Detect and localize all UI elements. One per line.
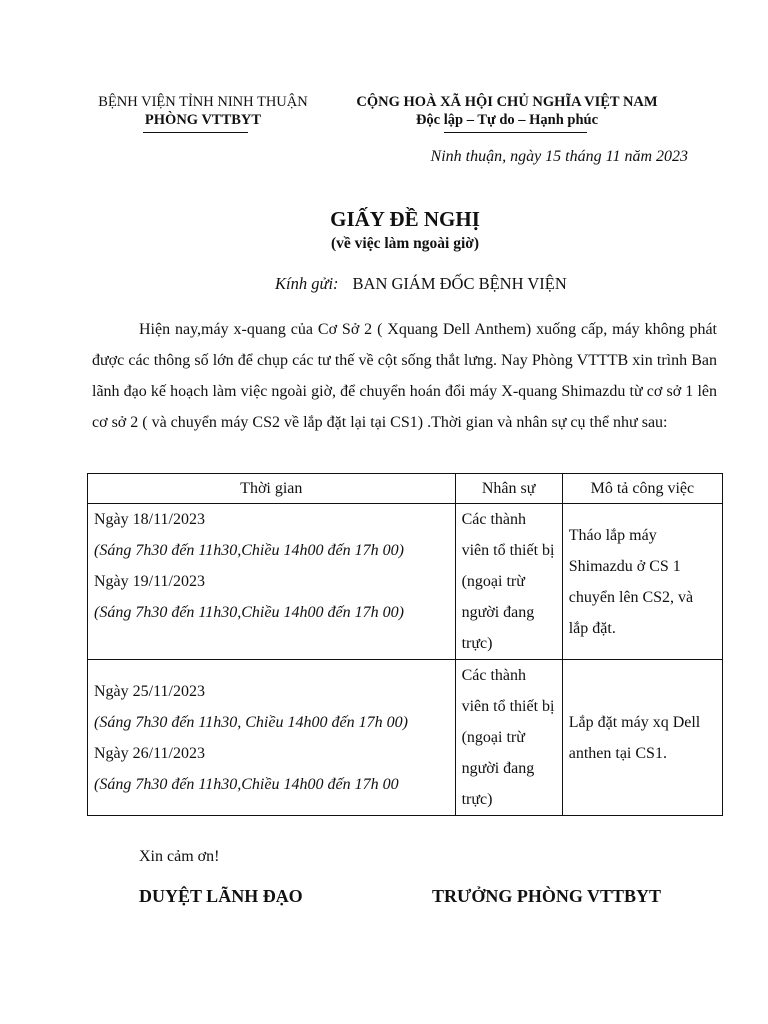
closing-text: Xin cảm ơn! [139,848,220,865]
table-header-row [88,474,723,504]
document-subtitle: (về việc làm ngoài giờ) [330,235,480,252]
signature-department-head: TRƯỞNG PHÒNG VTTBYT [432,886,662,906]
document-date: Ninh thuận, ngày 15 tháng 11 năm 2023 [430,148,688,165]
schedule-table [87,473,723,816]
time-range: (Sáng 7h30 đến 11h30,Chiều 14h00 đến 17h 00) [94,604,404,621]
day-label: Ngày 18/11/2023 [94,511,205,528]
time-cell [88,504,456,660]
header-time: Thời gian [88,474,456,504]
time-cell [88,660,456,816]
day-label: Ngày 26/11/2023 [94,744,205,762]
nation-name: CỘNG HOÀ XÃ HỘI CHỦ NGHĨA VIỆT NAM [356,94,658,110]
org-header [88,93,318,129]
time-range: (Sáng 7h30 đến 11h30, Chiều 14h00 đến 17h 00) [94,713,408,731]
staff-cell: Các thành viên tổ thiết bị (ngoại trừ người đang trực) [455,660,562,816]
recipient-label: Kính gửi: [275,274,339,293]
motto-underline [444,132,587,133]
signature-approver: DUYỆT LÃNH ĐẠO [139,886,303,906]
header-task: Mô tả công việc [562,474,722,504]
staff-cell: Các thành viên tổ thiết bị (ngoại trừ người đang trực) [455,504,562,660]
nation-header [352,93,662,129]
body-text: Hiện nay,máy x-quang của Cơ Sở 2 ( Xquang Dell Anthem) xuống cấp, máy không phát được các thông số lớn để chụp các tư thế về cột sống thắt lưng. Nay Phòng VTTTB xin trình Ban lãnh đạo kế hoạch làm việc ngoài giờ, để chuyển hoán đổi máy X-quang Shimazdu từ cơ sở 1 lên cơ sở 2 ( và chuyển máy CS2 về lắp đặt lại tại CS1) .Thời gian và nhân sự cụ thể như sau: [92,321,717,431]
recipient-value: BAN GIÁM ĐỐC BỆNH VIỆN [352,274,567,293]
recipient-line [275,274,567,294]
day-label: Ngày 25/11/2023 [94,682,205,700]
body-paragraph [92,314,717,438]
time-range: (Sáng 7h30 đến 11h30,Chiều 14h00 đến 17h 00) [94,542,404,559]
time-range: (Sáng 7h30 đến 11h30,Chiều 14h00 đến 17h 00 [94,775,399,793]
task-cell: Lắp đặt máy xq Dell anthen tại CS1. [562,660,722,816]
document-title: GIẤY ĐỀ NGHỊ [330,207,480,231]
table-row [88,504,723,660]
header-staff: Nhân sự [455,474,562,504]
day-label: Ngày 19/11/2023 [94,573,205,590]
department-underline [143,132,248,133]
task-cell: Tháo lắp máy Shimazdu ở CS 1 chuyển lên CS2, và lắp đặt. [562,504,722,660]
table-row [88,660,723,816]
nation-motto: Độc lập – Tự do – Hạnh phúc [415,112,599,128]
department-name: PHÒNG VTTBYT [144,112,262,128]
hospital-name: BỆNH VIỆN TỈNH NINH THUẬN [98,94,308,110]
